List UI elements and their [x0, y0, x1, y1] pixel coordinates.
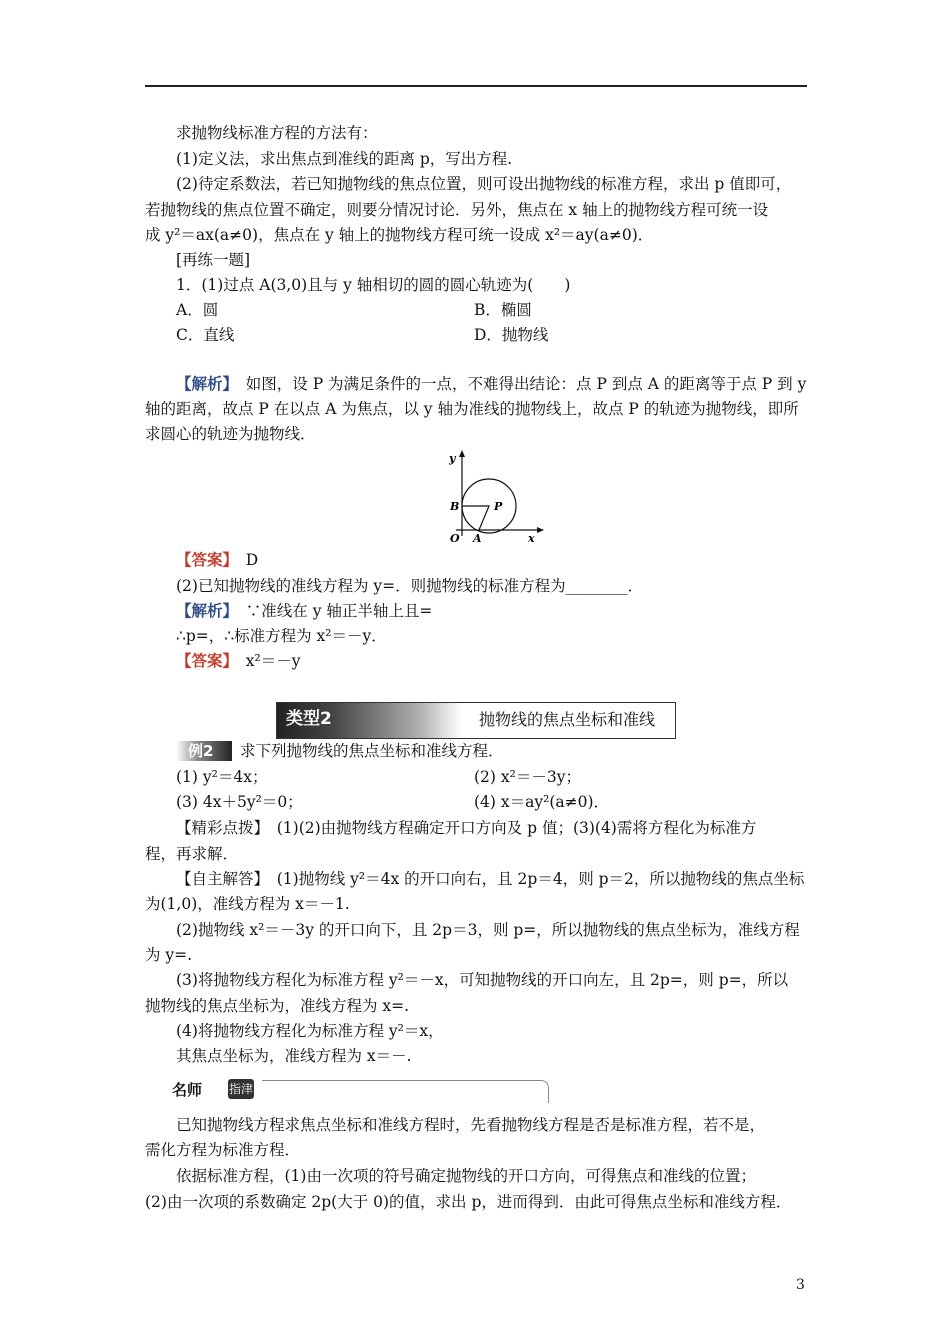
analysis-2-line2: ∴p=，∴标准方程为 x²＝－y． [176, 627, 387, 645]
hint-line1: 【精彩点拨】 (1)(2)由抛物线方程确定开口方向及 p 值；(3)(4)需将方程化为标准方 [176, 819, 757, 837]
type-2-banner [276, 702, 676, 739]
analysis-tag: 【解析】 [176, 601, 231, 620]
option-a: A．圆 [176, 301, 219, 319]
solution-line6: 抛物线的焦点坐标为，准线方程为 x=. [145, 997, 410, 1015]
example-2-part-2: (2) x²＝－3y； [474, 768, 581, 786]
solution-line5: (3)将抛物线方程化为标准方程 y²＝－x，可知抛物线的开口向左，且 2p=，则 p=，所以 [176, 971, 789, 989]
analysis-1-line2: 轴的距离，故点 P 在以点 A 为焦点，以 y 轴为准线的抛物线上，故点 P 的轨迹为抛物线，即所 [145, 400, 799, 418]
example-2-part-4: (4) x＝ay²(a≠0)． [474, 793, 610, 811]
example-2-question: 求下列抛物线的焦点坐标和准线方程． [240, 742, 504, 760]
analysis-1-text: 如图，设 P 为满足条件的一点，不难得出结论：点 P 到点 A 的距离等于点 P 到 y [230, 375, 807, 393]
teacher-note-frame [262, 1080, 549, 1103]
answer-1-value: D [230, 551, 259, 569]
solution-line7: (4)将抛物线方程化为标准方程 y²＝x， [176, 1022, 444, 1040]
practice-heading: [再练一题] [176, 251, 251, 269]
example-2-part-1: (1) y²＝4x； [176, 768, 268, 786]
circle-figure [440, 448, 550, 544]
point-a-label: A [473, 532, 482, 544]
solution-line2: 为(1,0)，准线方程为 x＝－1. [145, 895, 350, 913]
hint-line2: 程，再求解． [145, 845, 239, 863]
teacher-note-line3: 依据标准方程，(1)由一次项的符号确定抛物线的开口方向，可得焦点和准线的位置； [176, 1167, 756, 1185]
analysis-1-line3: 求圆心的轨迹为抛物线． [145, 425, 316, 443]
solution-line4: 为 y=. [145, 946, 193, 964]
solution-line8: 其焦点坐标为，准线方程为 x＝－. [176, 1047, 412, 1065]
method-heading: 求抛物线标准方程的方法有： [176, 124, 378, 142]
teacher-note-line4: (2)由一次项的系数确定 2p(大于 0)的值，求出 p，进而得到．由此可得焦点坐标和准线方程． [145, 1193, 792, 1211]
axis-y-label: y [449, 452, 456, 465]
analysis-2-line1 [176, 601, 432, 621]
answer-2 [176, 651, 300, 671]
solution-line1: 【自主解答】 (1)抛物线 y²＝4x 的开口向右，且 2p＝4，则 p＝2，所以抛物线的焦点坐标 [176, 870, 805, 888]
example-2-tag: 例2 [176, 741, 232, 761]
point-b-label: B [450, 500, 460, 513]
point-p-label: P [494, 500, 503, 513]
header-rule [145, 85, 807, 87]
teacher-note-label: 名师 [172, 1081, 203, 1099]
teacher-note-badge: 指津 [228, 1079, 254, 1099]
practice-question-1: 1．(1)过点 A(3,0)且与 y 轴相切的圆的圆心轨迹为( ) [176, 276, 571, 294]
example-2-part-3: (3) 4x＋5y²＝0； [176, 793, 303, 811]
method-undetermined-line1: (2)待定系数法，若已知抛物线的焦点位置，则可设出抛物线的标准方程，求出 p 值即可， [176, 175, 792, 193]
analysis-1-line1 [176, 374, 806, 394]
type-2-label: 类型2 [277, 703, 462, 738]
method-undetermined-line2: 若抛物线的焦点位置不确定，则要分情况讨论．另外，焦点在 x 轴上的抛物线方程可统一设 [145, 201, 769, 219]
option-b: B．椭圆 [474, 301, 532, 319]
answer-2-value: x²＝－y [230, 652, 301, 670]
page-number: 3 [796, 1277, 805, 1293]
axis-x-label: x [528, 532, 535, 544]
analysis-2-text: ∵准线在 y 轴正半轴上且= [230, 602, 433, 620]
solution-line3: (2)抛物线 x²＝－3y 的开口向下，且 2p＝3，则 p=，所以抛物线的焦点坐标为，准线方程 [176, 921, 800, 939]
answer-tag: 【答案】 [176, 651, 231, 670]
origin-label: O [450, 532, 460, 544]
answer-tag: 【答案】 [176, 550, 231, 569]
method-undetermined-line3: 成 y²＝ax(a≠0)，焦点在 y 轴上的抛物线方程可统一设成 x²＝ay(a≠0)． [145, 226, 654, 244]
teacher-note-line2: 需化方程为标准方程． [145, 1141, 301, 1159]
method-definition: (1)定义法，求出焦点到准线的距离 p，写出方程. [176, 150, 513, 168]
type-2-title: 抛物线的焦点坐标和准线 [479, 710, 656, 729]
analysis-tag: 【解析】 [176, 374, 231, 393]
option-c: C．直线 [176, 326, 235, 344]
option-d: D．抛物线 [474, 326, 549, 344]
teacher-note-line1: 已知抛物线方程求焦点坐标和准线方程时，先看抛物线方程是否是标准方程，若不是， [176, 1116, 766, 1134]
practice-question-2: (2)已知抛物线的准线方程为 y=．则抛物线的标准方程为________． [176, 577, 644, 595]
answer-1 [176, 550, 258, 570]
teacher-note-banner [172, 1076, 548, 1104]
